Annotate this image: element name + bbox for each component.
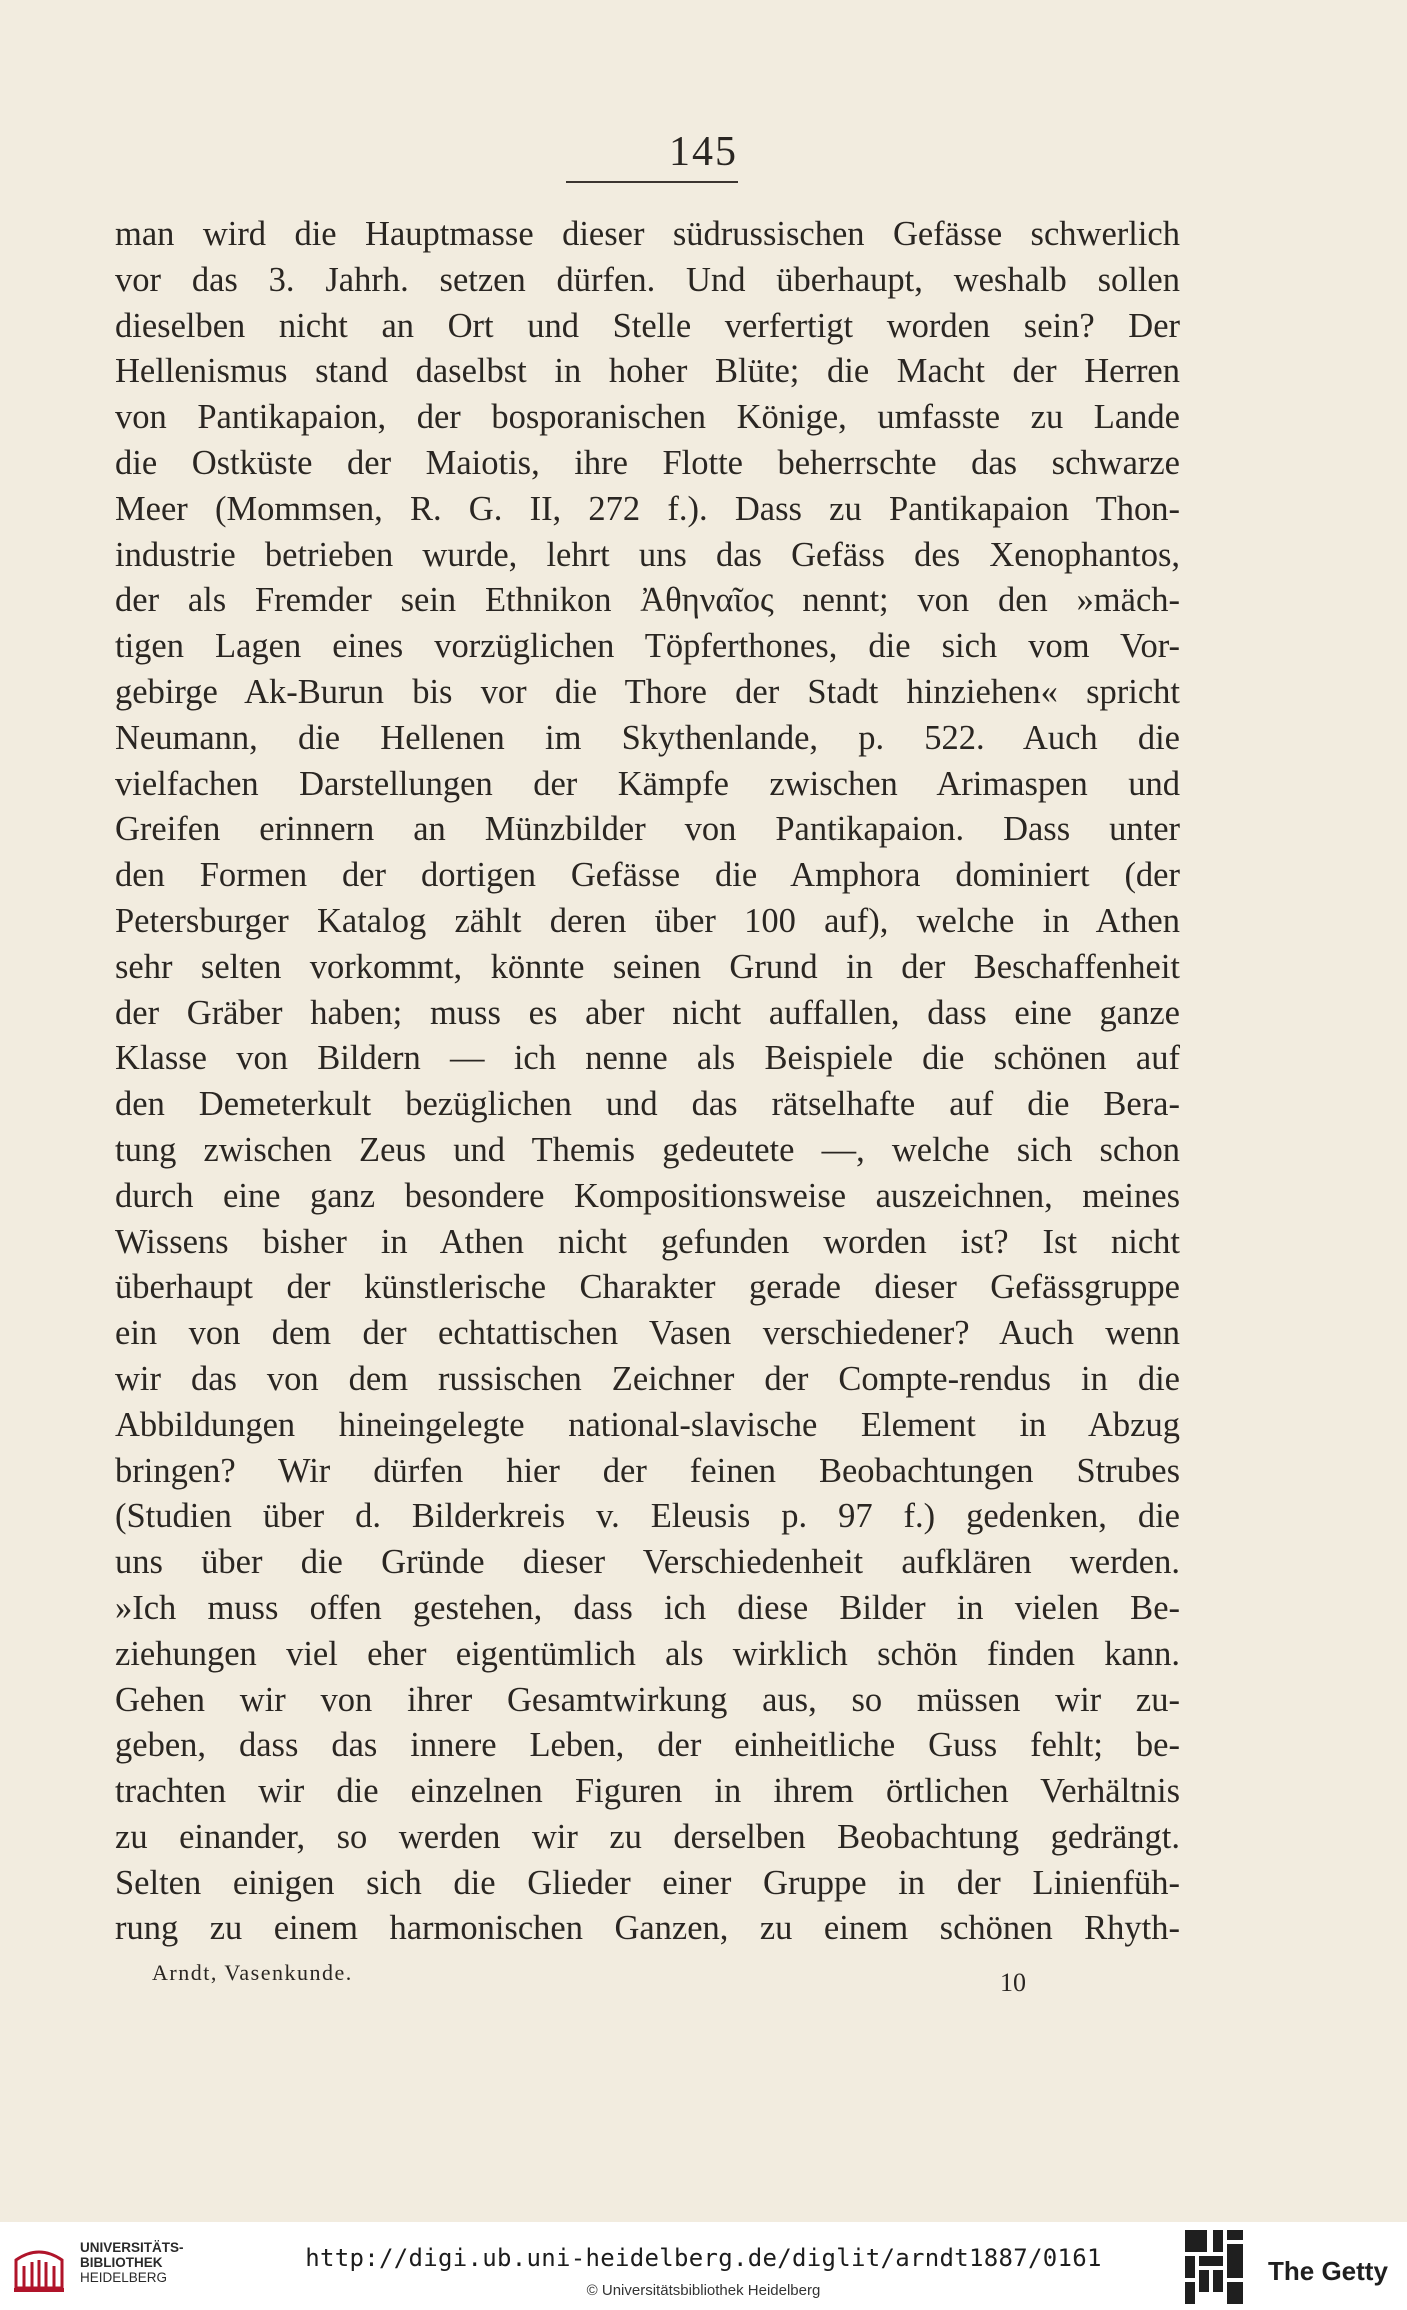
text-line: Neumann, die Hellenen im Skythenlande, p. 522. Auch die <box>115 718 1180 757</box>
text-line: vor das 3. Jahrh. setzen dürfen. Und überhaupt, weshalb sollen <box>115 260 1180 299</box>
text-line: Hellenismus stand daselbst in hoher Blüte; die Macht der Herren <box>115 352 1180 391</box>
text-line: Gehen wir von ihrer Gesamtwirkung aus, so müssen wir zu- <box>115 1680 1180 1719</box>
text-line: Petersburger Katalog zählt deren über 100 auf), welche in Athen <box>115 901 1180 940</box>
text-line: von Pantikapaion, der bosporanischen Könige, umfasste zu Lande <box>115 398 1180 437</box>
text-line: Greifen erinnern an Münzbilder von Pantikapaion. Dass unter <box>115 810 1180 849</box>
page-number-rule <box>566 181 738 183</box>
text-line: der als Fremder sein Ethnikon Ἀθηναῖος nennt; von den »mäch- <box>115 581 1180 620</box>
text-line: Klasse von Bildern — ich nenne als Beispiele die schönen auf <box>115 1039 1180 1078</box>
text-line: gebirge Ak-Burun bis vor die Thore der Stadt hinziehen« spricht <box>115 672 1180 711</box>
getty-name: The Getty <box>1268 2256 1388 2286</box>
library-city: HEIDELBERG <box>80 2270 168 2285</box>
text-line: rung zu einem harmonischen Ganzen, zu einem schönen Rhyth- <box>115 1909 1180 1948</box>
getty-logo-icon <box>1183 2228 1245 2306</box>
library-name-line-2: BIBLIOTHEK <box>80 2255 163 2270</box>
library-name-line-1: UNIVERSITÄTS- <box>80 2240 184 2255</box>
text-line: geben, dass das innere Leben, der einheitliche Guss fehlt; be- <box>115 1726 1180 1765</box>
text-line: sehr selten vorkommt, könnte seinen Grund in der Beschaffenheit <box>115 947 1180 986</box>
text-line: man wird die Hauptmasse dieser südrussischen Gefässe schwerlich <box>115 215 1180 253</box>
copyright-notice: © Universitätsbibliothek Heidelberg <box>586 2282 821 2299</box>
text-line: die Ostküste der Maiotis, ihre Flotte beherrschte das schwarze <box>115 443 1180 482</box>
text-line: den Formen der dortigen Gefässe die Amphora dominiert (der <box>115 856 1180 895</box>
text-line: uns über die Gründe dieser Verschiedenheit aufklären werden. <box>115 1543 1180 1582</box>
text-line: wir das von dem russischen Zeichner der Compte-rendus in die <box>115 1359 1180 1398</box>
text-line: ein von dem der echtattischen Vasen verschiedener? Auch wenn <box>115 1314 1180 1353</box>
text-line: der Gräber haben; muss es aber nicht auffallen, dass eine ganze <box>115 993 1180 1032</box>
text-line: zu einander, so werden wir zu derselben Beobachtung gedrängt. <box>115 1817 1180 1856</box>
body-text <box>115 212 1180 1952</box>
text-line: industrie betrieben wurde, lehrt uns das Gefäss des Xenophantos, <box>115 535 1180 574</box>
text-line: Abbildungen hineingelegte national-slavische Element in Abzug <box>115 1405 1180 1444</box>
digitization-banner <box>0 2222 1407 2310</box>
text-line: trachten wir die einzelnen Figuren in ihrem örtlichen Verhältnis <box>115 1772 1180 1811</box>
text-line: den Demeterkult bezüglichen und das rätselhafte auf die Bera- <box>115 1085 1180 1124</box>
text-line: tung zwischen Zeus und Themis gedeutete —, welche sich schon <box>115 1130 1180 1169</box>
permalink-url[interactable]: http://digi.ub.uni-heidelberg.de/diglit/arndt1887/0161 <box>305 2244 1102 2272</box>
text-line: bringen? Wir dürfen hier der feinen Beobachtungen Strubes <box>115 1451 1180 1490</box>
text-line: Wissens bisher in Athen nicht gefunden worden ist? Ist nicht <box>115 1222 1180 1261</box>
text-line: ziehungen viel eher eigentümlich als wirklich schön finden kann. <box>115 1634 1180 1673</box>
text-line: durch eine ganz besondere Kompositionsweise auszeichnen, meines <box>115 1176 1180 1215</box>
text-line: Selten einigen sich die Glieder einer Gruppe in der Linienfüh- <box>115 1863 1180 1902</box>
footer-signature: Arndt, Vasenkunde. <box>152 1960 353 1985</box>
text-line: dieselben nicht an Ort und Stelle verfertigt worden sein? Der <box>115 306 1180 345</box>
text-line: tigen Lagen eines vorzüglichen Töpferthones, die sich vom Vor- <box>115 627 1180 666</box>
footer-sheet-number: 10 <box>1000 1968 1026 1997</box>
text-line: Meer (Mommsen, R. G. II, 272 f.). Dass zu Pantikapaion Thon- <box>115 489 1180 528</box>
page-number: 145 <box>669 129 738 175</box>
text-line: vielfachen Darstellungen der Kämpfe zwischen Arimaspen und <box>115 764 1180 803</box>
text-line: (Studien über d. Bilderkreis v. Eleusis p. 97 f.) gedenken, die <box>115 1497 1180 1536</box>
text-line: »Ich muss offen gestehen, dass ich diese Bilder in vielen Be- <box>115 1588 1180 1627</box>
text-line: überhaupt der künstlerische Charakter gerade dieser Gefässgruppe <box>115 1268 1180 1307</box>
